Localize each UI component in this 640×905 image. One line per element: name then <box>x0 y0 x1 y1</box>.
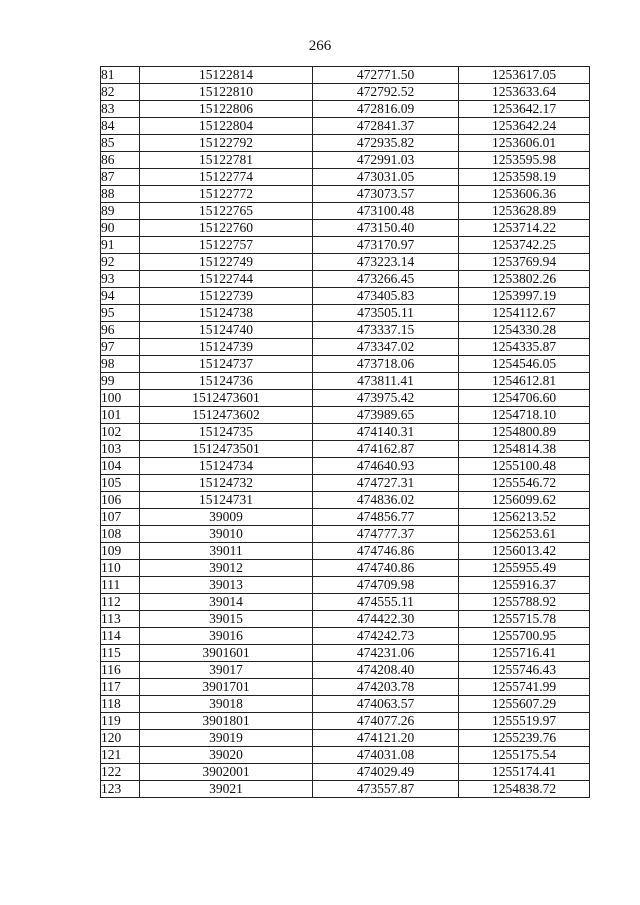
x-coordinate-cell: 474856.77 <box>313 509 459 526</box>
row-number-cell: 106 <box>101 492 140 509</box>
table-row <box>101 628 590 645</box>
x-coordinate-cell: 472792.52 <box>313 84 459 101</box>
row-number-cell: 97 <box>101 339 140 356</box>
table-row <box>101 747 590 764</box>
x-coordinate-cell: 474777.37 <box>313 526 459 543</box>
row-number-cell: 81 <box>101 67 140 84</box>
y-coordinate-cell: 1255715.78 <box>459 611 590 628</box>
y-coordinate-cell: 1253606.01 <box>459 135 590 152</box>
x-coordinate-cell: 473975.42 <box>313 390 459 407</box>
y-coordinate-cell: 1254838.72 <box>459 781 590 798</box>
row-number-cell: 117 <box>101 679 140 696</box>
y-coordinate-cell: 1254335.87 <box>459 339 590 356</box>
x-coordinate-cell: 474746.86 <box>313 543 459 560</box>
row-number-cell: 102 <box>101 424 140 441</box>
row-number-cell: 99 <box>101 373 140 390</box>
point-id-cell: 15124739 <box>140 339 313 356</box>
table-row <box>101 594 590 611</box>
row-number-cell: 92 <box>101 254 140 271</box>
y-coordinate-cell: 1253633.64 <box>459 84 590 101</box>
row-number-cell: 112 <box>101 594 140 611</box>
row-number-cell: 122 <box>101 764 140 781</box>
x-coordinate-cell: 473718.06 <box>313 356 459 373</box>
point-id-cell: 39021 <box>140 781 313 798</box>
point-id-cell: 15124740 <box>140 322 313 339</box>
y-coordinate-cell: 1255546.72 <box>459 475 590 492</box>
row-number-cell: 93 <box>101 271 140 288</box>
table-row <box>101 560 590 577</box>
y-coordinate-cell: 1253714.22 <box>459 220 590 237</box>
table-row <box>101 186 590 203</box>
table-body <box>101 67 590 798</box>
point-id-cell: 15122772 <box>140 186 313 203</box>
table-row <box>101 730 590 747</box>
table-row <box>101 611 590 628</box>
x-coordinate-cell: 473405.83 <box>313 288 459 305</box>
x-coordinate-cell: 474836.02 <box>313 492 459 509</box>
table-row <box>101 390 590 407</box>
point-id-cell: 3902001 <box>140 764 313 781</box>
x-coordinate-cell: 474063.57 <box>313 696 459 713</box>
x-coordinate-cell: 472771.50 <box>313 67 459 84</box>
y-coordinate-cell: 1255955.49 <box>459 560 590 577</box>
y-coordinate-cell: 1255916.37 <box>459 577 590 594</box>
x-coordinate-cell: 473100.48 <box>313 203 459 220</box>
row-number-cell: 120 <box>101 730 140 747</box>
row-number-cell: 118 <box>101 696 140 713</box>
x-coordinate-cell: 474077.26 <box>313 713 459 730</box>
row-number-cell: 107 <box>101 509 140 526</box>
row-number-cell: 83 <box>101 101 140 118</box>
table-row <box>101 203 590 220</box>
y-coordinate-cell: 1253802.26 <box>459 271 590 288</box>
y-coordinate-cell: 1253606.36 <box>459 186 590 203</box>
y-coordinate-cell: 1255607.29 <box>459 696 590 713</box>
row-number-cell: 105 <box>101 475 140 492</box>
row-number-cell: 114 <box>101 628 140 645</box>
y-coordinate-cell: 1254112.67 <box>459 305 590 322</box>
table-row <box>101 271 590 288</box>
y-coordinate-cell: 1255788.92 <box>459 594 590 611</box>
x-coordinate-cell: 473266.45 <box>313 271 459 288</box>
table-row <box>101 356 590 373</box>
row-number-cell: 116 <box>101 662 140 679</box>
row-number-cell: 96 <box>101 322 140 339</box>
x-coordinate-cell: 473031.05 <box>313 169 459 186</box>
x-coordinate-cell: 474727.31 <box>313 475 459 492</box>
point-id-cell: 39018 <box>140 696 313 713</box>
point-id-cell: 15122744 <box>140 271 313 288</box>
table-row <box>101 679 590 696</box>
point-id-cell: 15122765 <box>140 203 313 220</box>
point-id-cell: 1512473501 <box>140 441 313 458</box>
x-coordinate-cell: 472991.03 <box>313 152 459 169</box>
row-number-cell: 119 <box>101 713 140 730</box>
table-row <box>101 492 590 509</box>
table-row <box>101 237 590 254</box>
table-row <box>101 254 590 271</box>
row-number-cell: 113 <box>101 611 140 628</box>
point-id-cell: 15124736 <box>140 373 313 390</box>
x-coordinate-cell: 473811.41 <box>313 373 459 390</box>
row-number-cell: 103 <box>101 441 140 458</box>
point-id-cell: 39013 <box>140 577 313 594</box>
table-row <box>101 458 590 475</box>
y-coordinate-cell: 1255741.99 <box>459 679 590 696</box>
x-coordinate-cell: 474422.30 <box>313 611 459 628</box>
point-id-cell: 1512473602 <box>140 407 313 424</box>
row-number-cell: 110 <box>101 560 140 577</box>
row-number-cell: 91 <box>101 237 140 254</box>
x-coordinate-cell: 474709.98 <box>313 577 459 594</box>
row-number-cell: 84 <box>101 118 140 135</box>
point-id-cell: 15122781 <box>140 152 313 169</box>
point-id-cell: 15124735 <box>140 424 313 441</box>
point-id-cell: 39015 <box>140 611 313 628</box>
table-row <box>101 322 590 339</box>
x-coordinate-cell: 472935.82 <box>313 135 459 152</box>
point-id-cell: 15122814 <box>140 67 313 84</box>
point-id-cell: 15124737 <box>140 356 313 373</box>
x-coordinate-cell: 474203.78 <box>313 679 459 696</box>
y-coordinate-cell: 1254814.38 <box>459 441 590 458</box>
x-coordinate-cell: 474162.87 <box>313 441 459 458</box>
point-id-cell: 39020 <box>140 747 313 764</box>
y-coordinate-cell: 1253769.94 <box>459 254 590 271</box>
row-number-cell: 90 <box>101 220 140 237</box>
table-row <box>101 169 590 186</box>
y-coordinate-cell: 1253642.24 <box>459 118 590 135</box>
table-row <box>101 101 590 118</box>
row-number-cell: 121 <box>101 747 140 764</box>
table-row <box>101 475 590 492</box>
row-number-cell: 104 <box>101 458 140 475</box>
y-coordinate-cell: 1254706.60 <box>459 390 590 407</box>
point-id-cell: 3901701 <box>140 679 313 696</box>
table-row <box>101 288 590 305</box>
x-coordinate-cell: 474029.49 <box>313 764 459 781</box>
point-id-cell: 39017 <box>140 662 313 679</box>
table-row <box>101 424 590 441</box>
x-coordinate-cell: 474231.06 <box>313 645 459 662</box>
table-row <box>101 713 590 730</box>
point-id-cell: 15122760 <box>140 220 313 237</box>
row-number-cell: 89 <box>101 203 140 220</box>
x-coordinate-cell: 473337.15 <box>313 322 459 339</box>
y-coordinate-cell: 1254718.10 <box>459 407 590 424</box>
point-id-cell: 39012 <box>140 560 313 577</box>
table-row <box>101 135 590 152</box>
y-coordinate-cell: 1255174.41 <box>459 764 590 781</box>
point-id-cell: 15122749 <box>140 254 313 271</box>
row-number-cell: 82 <box>101 84 140 101</box>
y-coordinate-cell: 1255746.43 <box>459 662 590 679</box>
table-row <box>101 696 590 713</box>
point-id-cell: 15122806 <box>140 101 313 118</box>
x-coordinate-cell: 474555.11 <box>313 594 459 611</box>
y-coordinate-cell: 1255175.54 <box>459 747 590 764</box>
row-number-cell: 87 <box>101 169 140 186</box>
point-id-cell: 1512473601 <box>140 390 313 407</box>
row-number-cell: 109 <box>101 543 140 560</box>
row-number-cell: 95 <box>101 305 140 322</box>
point-id-cell: 15124738 <box>140 305 313 322</box>
row-number-cell: 98 <box>101 356 140 373</box>
table-row <box>101 526 590 543</box>
table-row <box>101 662 590 679</box>
x-coordinate-cell: 474031.08 <box>313 747 459 764</box>
table-row <box>101 407 590 424</box>
y-coordinate-cell: 1254330.28 <box>459 322 590 339</box>
point-id-cell: 39011 <box>140 543 313 560</box>
point-id-cell: 39014 <box>140 594 313 611</box>
point-id-cell: 39009 <box>140 509 313 526</box>
row-number-cell: 86 <box>101 152 140 169</box>
table-row <box>101 152 590 169</box>
point-id-cell: 39016 <box>140 628 313 645</box>
y-coordinate-cell: 1256253.61 <box>459 526 590 543</box>
table-row <box>101 441 590 458</box>
table-row <box>101 84 590 101</box>
y-coordinate-cell: 1255100.48 <box>459 458 590 475</box>
y-coordinate-cell: 1256213.52 <box>459 509 590 526</box>
table-row <box>101 645 590 662</box>
x-coordinate-cell: 474208.40 <box>313 662 459 679</box>
x-coordinate-cell: 474121.20 <box>313 730 459 747</box>
table-row <box>101 764 590 781</box>
point-id-cell: 15122757 <box>140 237 313 254</box>
y-coordinate-cell: 1256013.42 <box>459 543 590 560</box>
table-row <box>101 339 590 356</box>
x-coordinate-cell: 473347.02 <box>313 339 459 356</box>
y-coordinate-cell: 1254612.81 <box>459 373 590 390</box>
y-coordinate-cell: 1253617.05 <box>459 67 590 84</box>
y-coordinate-cell: 1253628.89 <box>459 203 590 220</box>
y-coordinate-cell: 1255519.97 <box>459 713 590 730</box>
coordinates-table <box>100 66 590 798</box>
table-row <box>101 220 590 237</box>
x-coordinate-cell: 474242.73 <box>313 628 459 645</box>
x-coordinate-cell: 473223.14 <box>313 254 459 271</box>
x-coordinate-cell: 473150.40 <box>313 220 459 237</box>
row-number-cell: 115 <box>101 645 140 662</box>
page-number: 266 <box>308 38 332 54</box>
table-row <box>101 543 590 560</box>
row-number-cell: 85 <box>101 135 140 152</box>
point-id-cell: 15124734 <box>140 458 313 475</box>
table-row <box>101 509 590 526</box>
y-coordinate-cell: 1255239.76 <box>459 730 590 747</box>
point-id-cell: 15122739 <box>140 288 313 305</box>
y-coordinate-cell: 1255716.41 <box>459 645 590 662</box>
x-coordinate-cell: 473557.87 <box>313 781 459 798</box>
row-number-cell: 88 <box>101 186 140 203</box>
row-number-cell: 123 <box>101 781 140 798</box>
point-id-cell: 3901601 <box>140 645 313 662</box>
point-id-cell: 39010 <box>140 526 313 543</box>
row-number-cell: 101 <box>101 407 140 424</box>
point-id-cell: 15122774 <box>140 169 313 186</box>
y-coordinate-cell: 1253997.19 <box>459 288 590 305</box>
x-coordinate-cell: 474640.93 <box>313 458 459 475</box>
point-id-cell: 15124732 <box>140 475 313 492</box>
table-row <box>101 781 590 798</box>
y-coordinate-cell: 1253595.98 <box>459 152 590 169</box>
x-coordinate-cell: 473505.11 <box>313 305 459 322</box>
point-id-cell: 39019 <box>140 730 313 747</box>
row-number-cell: 111 <box>101 577 140 594</box>
point-id-cell: 15124731 <box>140 492 313 509</box>
row-number-cell: 100 <box>101 390 140 407</box>
row-number-cell: 108 <box>101 526 140 543</box>
point-id-cell: 3901801 <box>140 713 313 730</box>
y-coordinate-cell: 1253742.25 <box>459 237 590 254</box>
y-coordinate-cell: 1253642.17 <box>459 101 590 118</box>
point-id-cell: 15122804 <box>140 118 313 135</box>
x-coordinate-cell: 473073.57 <box>313 186 459 203</box>
y-coordinate-cell: 1255700.95 <box>459 628 590 645</box>
y-coordinate-cell: 1254800.89 <box>459 424 590 441</box>
x-coordinate-cell: 473170.97 <box>313 237 459 254</box>
table-row <box>101 118 590 135</box>
table-row <box>101 577 590 594</box>
table-row <box>101 67 590 84</box>
y-coordinate-cell: 1253598.19 <box>459 169 590 186</box>
point-id-cell: 15122810 <box>140 84 313 101</box>
point-id-cell: 15122792 <box>140 135 313 152</box>
x-coordinate-cell: 473989.65 <box>313 407 459 424</box>
table-row <box>101 305 590 322</box>
y-coordinate-cell: 1254546.05 <box>459 356 590 373</box>
x-coordinate-cell: 472816.09 <box>313 101 459 118</box>
x-coordinate-cell: 472841.37 <box>313 118 459 135</box>
y-coordinate-cell: 1256099.62 <box>459 492 590 509</box>
table-row <box>101 373 590 390</box>
x-coordinate-cell: 474740.86 <box>313 560 459 577</box>
row-number-cell: 94 <box>101 288 140 305</box>
x-coordinate-cell: 474140.31 <box>313 424 459 441</box>
